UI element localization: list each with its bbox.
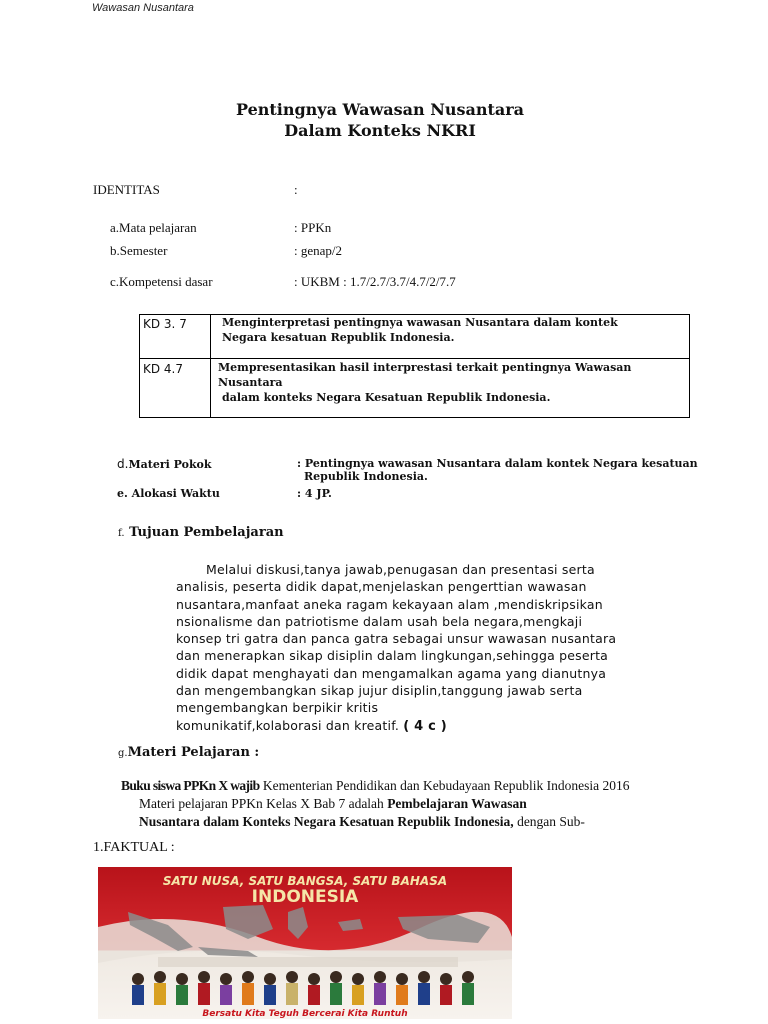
- semester-label: b.Semester: [110, 243, 168, 258]
- kd-desc-2: Mempresentasikan hasil interprestasi terkait pentingnya Wawasan Nusantara dalam konteks Negara Kesatuan Republik Indonesia.: [218, 361, 632, 404]
- alokasi-value: : 4 JP.: [297, 487, 332, 500]
- indonesia-banner-image: [98, 867, 512, 1019]
- banner-bottom-text: Bersatu Kita Teguh Bercerai Kita Runtuh: [202, 1009, 408, 1019]
- running-header: Wawasan Nusantara: [92, 2, 194, 14]
- materi-pokok-value: : Pentingnya wawasan Nusantara dalam kontek Negara kesatuan Republik Indonesia.: [297, 457, 698, 483]
- kd-code-1: KD 3. 7: [143, 317, 187, 331]
- buku-line3: Nusantara dalam Konteks Negara Kesatuan Republik Indonesia, dengan Sub-: [139, 814, 585, 829]
- kd-table-row-divider: [140, 358, 689, 359]
- kd-code-2: KD 4.7: [143, 362, 184, 376]
- materi-pokok-label: d.Materi Pokok: [117, 457, 212, 471]
- identitas-colon: :: [294, 182, 298, 197]
- page-title-line2: Dalam Konteks NKRI: [284, 121, 476, 140]
- alokasi-label: e. Alokasi Waktu: [117, 487, 220, 500]
- semester-value: : genap/2: [294, 243, 343, 258]
- buku-line2: Materi pelajaran PPKn Kelas X Bab 7 adalah Pembelajaran Wawasan: [139, 796, 527, 811]
- kompetensi-label: c.Kompetensi dasar: [110, 274, 213, 289]
- kd-desc-1: Menginterpretasi pentingnya wawasan Nusantara dalam kontek Negara kesatuan Republik Indonesia.: [222, 316, 618, 344]
- tujuan-heading: f. Tujuan Pembelajaran: [118, 525, 284, 540]
- kd-table: [139, 314, 690, 418]
- banner-title: INDONESIA: [251, 887, 359, 907]
- banner-top-text: SATU NUSA, SATU BANGSA, SATU BAHASA: [162, 874, 448, 888]
- faktual-heading: 1.FAKTUAL :: [93, 840, 175, 855]
- mata-pelajaran-value: : PPKn: [294, 220, 332, 235]
- identitas-label: IDENTITAS: [93, 182, 160, 197]
- tujuan-paragraph: Melalui diskusi,tanya jawab,penugasan dan presentasi serta analisis, peserta didik dapat,menjelaskan pengerttian wawasan nusantara,manfaat aneka ragam kekayaan alam ,mendiskripsikan nsionalisme dan patriotisme dalam usah bela negara,mengkaji konsep tri gatra dan panca gatra sebagai unsur wawasan nusantara dan menerapkan sikap disiplin dalam lingkungan,sehingga peserta didik dapat menghayati dan mengamalkan agama yang dianutnya dan mengembangkan sikap jujur disiplin,tanggung jawab serta mengembangkan berpikir kritis komunikatif,kolaborasi dan kreatif. ( 4 c ): [176, 562, 617, 734]
- materi-pelajaran-heading: g.Materi Pelajaran :: [118, 745, 260, 760]
- kompetensi-value: : UKBM : 1.7/2.7/3.7/4.7/2/7.7: [294, 274, 456, 289]
- page-title-line1: Pentingnya Wawasan Nusantara: [235, 100, 525, 119]
- mata-pelajaran-label: a.Mata pelajaran: [110, 220, 197, 235]
- kd-table-divider: [210, 315, 211, 417]
- buku-line1: Buku siswa PPKn X wajib Kementerian Pendidikan dan Kebudayaan Republik Indonesia 2016: [121, 778, 630, 793]
